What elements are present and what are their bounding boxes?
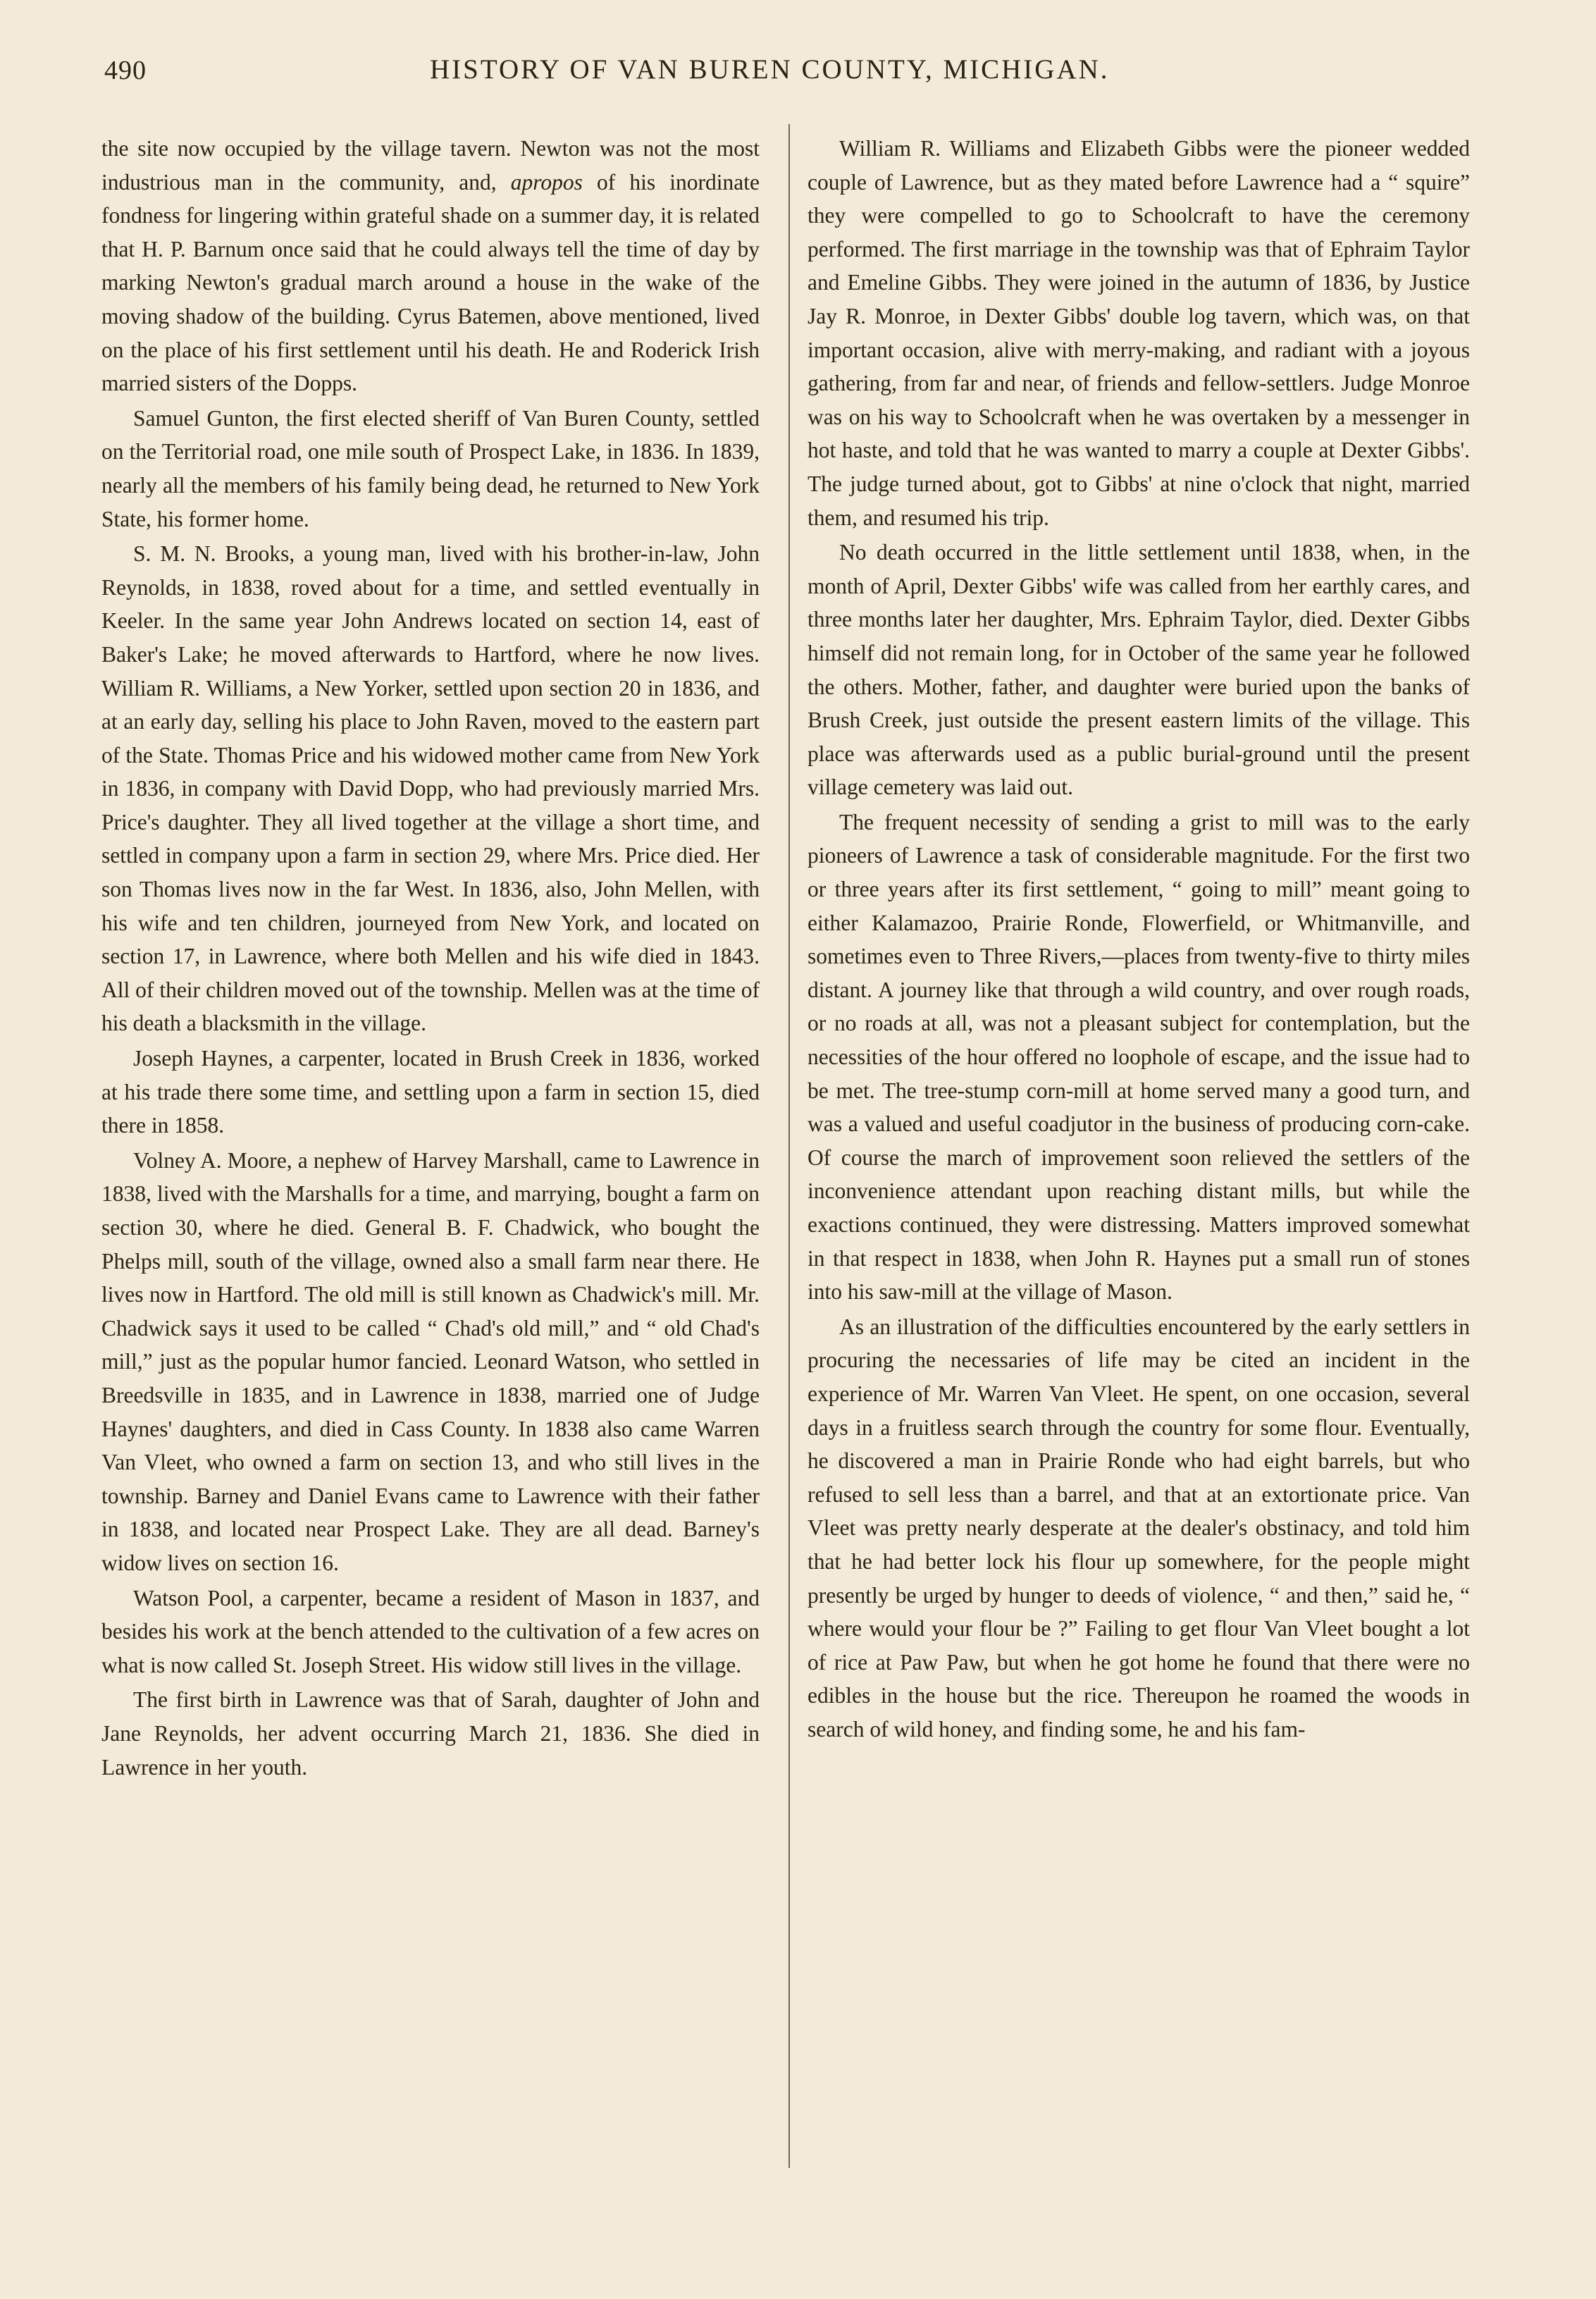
column-divider xyxy=(788,124,790,2168)
paragraph: The frequent necessity of sending a grist to mill was to the early pioneers of Lawrence a task of considerable magnitude. For the first two or three years after its first settlement, “ going to mill” meant going to either Kalamazoo, Prairie Ronde, Flowerfield, or Whitmanville, and sometimes even to Three Rivers,—places from twenty-five to thirty miles distant. A journey like that through a wild country, and over rough roads, or no roads at all, was not a pleasant subject for contemplation, but the necessities of the hour offered no loophole of escape, and the issue had to be met. The tree-stump corn-mill at home served many a good turn, and was a valued and useful coadjutor in the business of producing corn-cake. Of course the march of improvement soon relieved the settlers of the inconvenience attendant upon reaching distant mills, but while the exactions continued, they were distressing. Matters improved somewhat in that respect in 1838, when John R. Haynes put a small run of stones into his saw-mill at the village of Mason. xyxy=(808,809,1470,1305)
paragraph: The first birth in Lawrence was that of Sarah, daughter of John and Jane Reynolds, her advent occurring March 21, 1836. She died in Lawrence in her youth. xyxy=(101,1687,760,1780)
text-run: the site now occupied by the village tavern. Newton was not the most industrious man in the community, and, xyxy=(101,136,760,195)
text-run: of his inordinate fondness for lingering within grateful shade on a summer day, it is related that H. P. Barnum once said that he could always tell the time of day by marking Newton's gradual march around a house in the wake of the moving shadow of the building. Cyrus Batemen, above mentioned, lived on the place of his first settlement until his death. He and Roderick Irish married sisters of the Dopps. xyxy=(101,169,760,396)
page-number: 490 xyxy=(104,56,147,85)
running-head: HISTORY OF VAN BUREN COUNTY, MICHIGAN. xyxy=(430,54,1110,85)
paragraph: S. M. N. Brooks, a young man, lived with his brother-in-law, John Reynolds, in 1838, roved about for a time, and settled eventually in Keeler. In the same year John Andrews located on section 14, east of Baker's Lake; he moved afterwards to Hartford, where he now lives. William R. Williams, a New Yorker, settled upon section 20 in 1836, and at an early day, selling his place to John Raven, moved to the eastern part of the State. Thomas Price and his widowed mother came from New York in 1836, in company with David Dopp, who had previously married Mrs. Price's daughter. They all lived together at the village a short time, and settled in company upon a farm in section 29, where Mrs. Price died. Her son Thomas lives now in the far West. In 1836, also, John Mellen, with his wife and ten children, journeyed from New York, and located on section 17, in Lawrence, where both Mellen and his wife died in 1843. All of their children moved out of the township. Mellen was at the time of his death a blacksmith in the village. xyxy=(101,541,760,1036)
paragraph xyxy=(101,132,760,400)
paragraph: Joseph Haynes, a carpenter, located in Brush Creek in 1836, worked at his trade there some time, and settling upon a farm in section 15, died there in 1858. xyxy=(101,1046,760,1138)
right-column xyxy=(808,132,1470,1746)
italic-text: apropos xyxy=(510,169,583,195)
paragraph: William R. Williams and Elizabeth Gibbs were the pioneer wedded couple of Lawrence, but as they mated before Lawrence had a “ squire” they were compelled to go to Schoolcraft to have the ceremony performed. The first marriage in the township was that of Ephraim Taylor and Emeline Gibbs. They were joined in the autumn of 1836, by Justice Jay R. Monroe, in Dexter Gibbs' double log tavern, which was, on that important occasion, alive with merry-making, and radiant with a joyous gathering, from far and near, of friends and fellow-settlers. Judge Monroe was on his way to Schoolcraft when he was overtaken by a messenger in hot haste, and told that he was wanted to marry a couple at Dexter Gibbs'. The judge turned about, got to Gibbs' at nine o'clock that night, married them, and resumed his trip. xyxy=(808,136,1470,530)
left-column xyxy=(101,132,760,1784)
paragraph: Watson Pool, a carpenter, became a resident of Mason in 1837, and besides his work at the bench attended to the cultivation of a few acres on what is now called St. Joseph Street. His widow still lives in the village. xyxy=(101,1585,760,1677)
paragraph: Volney A. Moore, a nephew of Harvey Marshall, came to Lawrence in 1838, lived with the Marshalls for a time, and marrying, bought a farm on section 30, where he died. General B. F. Chadwick, who bought the Phelps mill, south of the village, owned also a small farm near there. He lives now in Hartford. The old mill is still known as Chadwick's mill. Mr. Chadwick says it used to be called “ Chad's old mill,” and “ old Chad's mill,” just as the popular humor fancied. Leonard Watson, who settled in Breedsville in 1835, and in Lawrence in 1838, married one of Judge Haynes' daughters, and died in Cass County. In 1838 also came Warren Van Vleet, who owned a farm on section 13, and who still lives in the township. Barney and Daniel Evans came to Lawrence with their father in 1838, and located near Prospect Lake. They are all dead. Barney's widow lives on section 16. xyxy=(101,1147,760,1575)
paragraph: No death occurred in the little settlement until 1838, when, in the month of April, Dexter Gibbs' wife was called from her earthly cares, and three months later her daughter, Mrs. Ephraim Taylor, died. Dexter Gibbs himself did not remain long, for in October of the same year he followed the others. Mother, father, and daughter were buried upon the banks of Brush Creek, just outside the present eastern limits of the village. This place was afterwards used as a public burial-ground until the present village cemetery was laid out. xyxy=(808,540,1470,800)
paragraph: Samuel Gunton, the first elected sheriff of Van Buren County, settled on the Territorial road, one mile south of Prospect Lake, in 1836. In 1839, nearly all the members of his family being dead, he returned to New York State, his former home. xyxy=(101,405,760,531)
paragraph: As an illustration of the difficulties encountered by the early settlers in procuring the necessaries of life may be cited an incident in the experience of Mr. Warren Van Vleet. He spent, on one occasion, several days in a fruitless search through the country for some flour. Eventually, he discovered a man in Prairie Ronde who had eight barrels, but who refused to sell less than a barrel, and that at an extortionate price. Van Vleet was pretty nearly desperate at the dealer's obstinacy, and told him that he had better lock his flour up somewhere, for the people might presently be urged by hunger to deeds of violence, “ and then,” said he, “ where would your flour be ?” Failing to get flour Van Vleet bought a lot of rice at Paw Paw, but when he got home he found that there were no edibles in the house but the rice. Thereupon he roamed the woods in search of wild honey, and finding some, he and his fam- xyxy=(808,1314,1470,1742)
